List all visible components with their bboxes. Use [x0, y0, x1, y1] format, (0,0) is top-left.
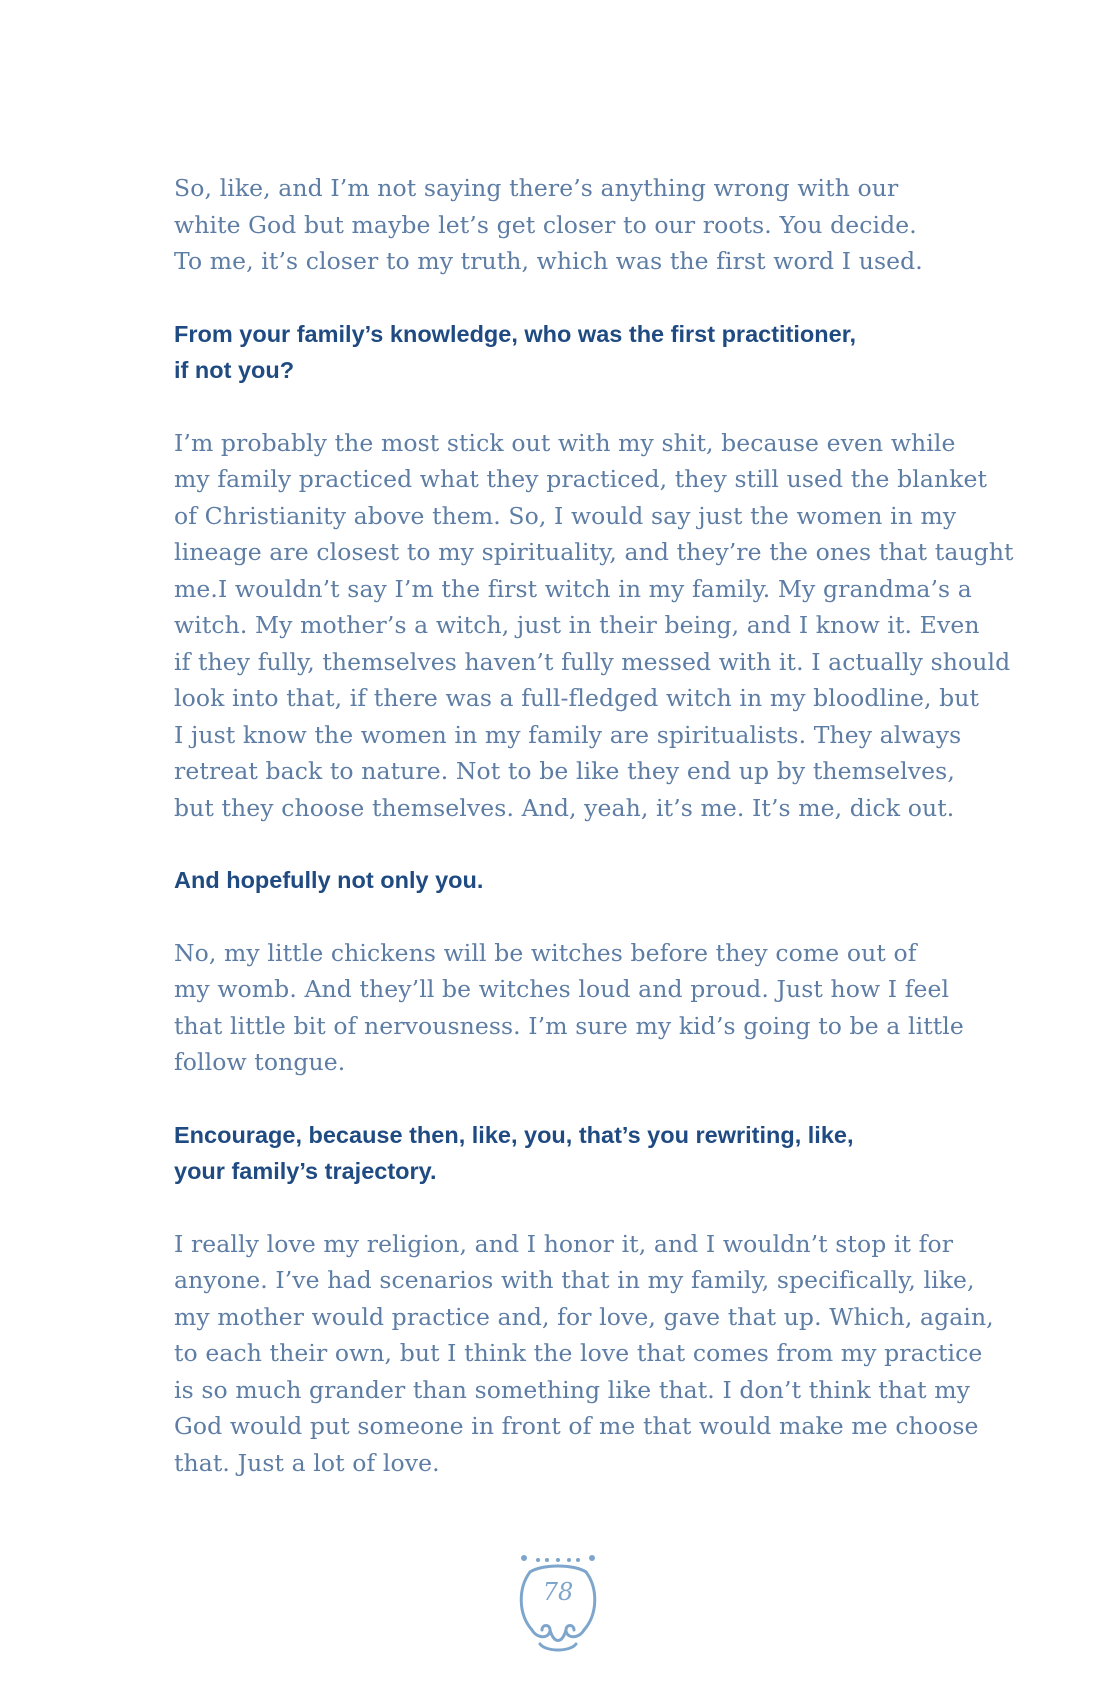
text-line: lineage are closest to my spirituality, and they’re the ones that taught — [174, 538, 1014, 566]
question-heading — [174, 1117, 956, 1190]
question-heading — [174, 316, 956, 389]
text-line: my womb. And they’ll be witches loud and proud. Just how I feel — [174, 975, 950, 1003]
text-line: Encourage, because then, like, you, that’s you rewriting, like, — [174, 1121, 854, 1148]
answer-paragraph — [174, 1226, 994, 1482]
text-line: look into that, if there was a full-fledged witch in my bloodline, but — [174, 684, 980, 712]
text-line: I’m probably the most stick out with my shit, because even while — [174, 428, 956, 457]
text-line: retreat back to nature. Not to be like they end up by themselves, — [174, 757, 955, 785]
text-line: And hopefully not only you. — [174, 867, 484, 893]
text-line: to each their own, but I think the love that comes from my practice — [174, 1339, 983, 1367]
text-line: I just know the women in my family are spiritualists. They always — [174, 720, 962, 749]
page-number-ornament — [510, 1548, 606, 1658]
text-line: my family practiced what they practiced, they still used the blanket — [174, 465, 988, 493]
text-line: if they fully, themselves haven’t fully messed with it. I actually should — [174, 647, 1011, 676]
text-line: is so much grander than something like that. I don’t think that my — [174, 1375, 971, 1404]
answer-paragraph — [174, 935, 964, 1081]
text-line: God would put someone in front of me that would make me choose — [174, 1412, 979, 1440]
text-line: white God but maybe let’s get closer to our roots. You decide. — [174, 210, 917, 239]
page-number: 78 — [542, 1578, 574, 1606]
text-line: witch. My mother’s a witch, just in their being, and I know it. Even — [174, 611, 980, 639]
text-line: your family’s trajectory. — [174, 1158, 437, 1184]
text-line: if not you? — [174, 357, 295, 383]
text-line: I really love my religion, and I honor it, and I wouldn’t stop it for — [174, 1229, 954, 1258]
page-content — [174, 170, 1014, 1481]
text-line: To me, it’s closer to my truth, which was the first word I used. — [174, 247, 923, 275]
text-line: No, my little chickens will be witches before they come out of — [174, 938, 917, 967]
answer-paragraph — [174, 170, 956, 280]
text-line: me.I wouldn’t say I’m the first witch in my family. My grandma’s a — [174, 574, 972, 603]
question-heading — [174, 862, 956, 899]
text-line: of Christianity above them. So, I would say just the women in my — [174, 501, 957, 530]
text-line: anyone. I’ve had scenarios with that in my family, specifically, like, — [174, 1266, 975, 1294]
text-line: follow tongue. — [174, 1048, 346, 1076]
text-line: my mother would practice and, for love, gave that up. Which, again, — [174, 1302, 994, 1331]
text-line: that little bit of nervousness. I’m sure my kid’s going to be a little — [174, 1011, 964, 1040]
text-line: So, like, and I’m not saying there’s anything wrong with our — [174, 174, 899, 202]
text-line: that. Just a lot of love. — [174, 1448, 440, 1477]
text-line: but they choose themselves. And, yeah, it’s me. It’s me, dick out. — [174, 793, 955, 822]
text-line: From your family’s knowledge, who was the first practitioner, — [174, 320, 857, 347]
answer-paragraph — [174, 425, 1014, 827]
